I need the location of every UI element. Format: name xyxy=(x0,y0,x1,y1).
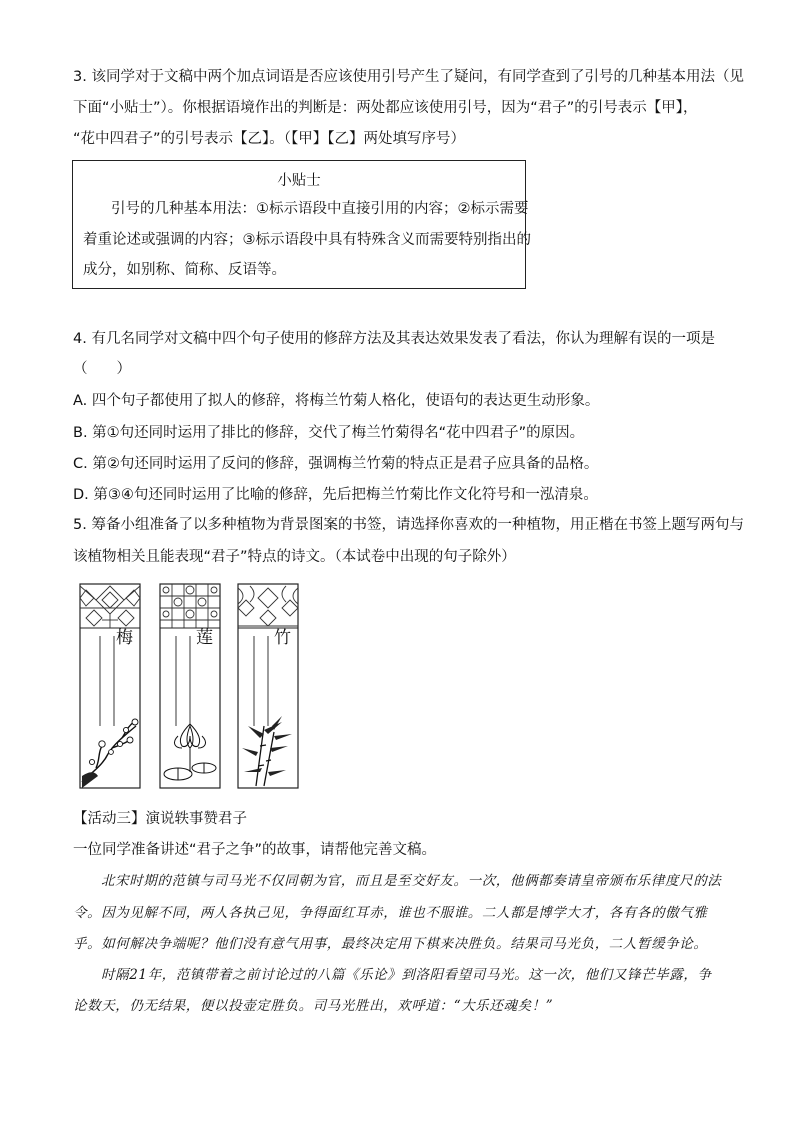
tips-box xyxy=(72,160,531,289)
bookmark-plum xyxy=(80,584,140,788)
bookmark-bamboo-char: 竹 xyxy=(274,628,291,648)
q4-option-b: B. 第①句还同时运用了排比的修辞，交代了梅兰竹菊得名“花中四君子”的原因。 xyxy=(73,425,585,441)
q3-line-1: 3. 该同学对于文稿中两个加点词语是否应该使用引号产生了疑问，有同学查到了引号的几种基本用法（见 xyxy=(73,69,744,85)
q3-line-3: “花中四君子”的引号表示【乙】。（【甲】【乙】两处填写序号） xyxy=(73,131,466,147)
bookmark-lotus-char: 莲 xyxy=(196,628,213,648)
activity3-intro: 一位同学准备讲述“君子之争”的故事，请帮他完善文稿。 xyxy=(73,842,437,858)
story-line-3: 乎。如何解决争端呢？他们没有意气用事，最终决定用下棋来决胜负。结果司马光负，二人暂缓争论。 xyxy=(73,936,708,952)
bookmarks-illustration xyxy=(78,576,300,796)
q4-option-d: D. 第③④句还同时运用了比喻的修辞，先后把梅兰竹菊比作文化符号和一泓清泉。 xyxy=(73,487,598,503)
tips-line-3: 成分，如别称、简称、反语等。 xyxy=(83,262,286,278)
tips-line-2: 着重论述或强调的内容；③标示语段中具有特殊含义而需要特别指出的 xyxy=(83,232,531,248)
q5-line-1: 5. 筹备小组准备了以多种植物为背景图案的书签，请选择你喜欢的一种植物，用正楷在书签上题写两句与 xyxy=(73,517,744,533)
story-line-5: 论数天，仍无结果，便以投壶定胜负。司马光胜出，欢呼道：“大乐还魂矣！” xyxy=(73,998,554,1014)
q4-line-1: 4. 有几名同学对文稿中四个句子使用的修辞方法及其表达效果发表了看法，你认为理解有误的一项是 xyxy=(73,331,715,347)
q3-line-2: 下面“小贴士”）。你根据语境作出的判断是：两处都应该使用引号，因为“君子”的引号表示【甲】， xyxy=(73,100,698,116)
story-line-4: 时隔21年，范镇带着之前讨论过的八篇《乐论》到洛阳看望司马光。这一次，他们又锋芒毕露，争 xyxy=(101,967,712,983)
q5-line-2: 该植物相关且能表现“君子”特点的诗文。（本试卷中出现的句子除外） xyxy=(73,549,516,565)
q4-option-c: C. 第②句还同时运用了反问的修辞，强调梅兰竹菊的特点正是君子应具备的品格。 xyxy=(73,456,599,472)
bookmark-bamboo xyxy=(238,584,298,788)
tips-title: 小贴士 xyxy=(277,173,321,189)
bookmark-plum-char: 梅 xyxy=(116,628,133,648)
story-line-2: 令。因为见解不同，两人各执己见，争得面红耳赤，谁也不服谁。二人都是博学大才，各有各的傲气雅 xyxy=(73,905,708,921)
activity3-heading: 【活动三】演说轶事赞君子 xyxy=(73,811,247,827)
story-line-1: 北宋时期的范镇与司马光不仅同朝为官，而且是至交好友。一次，他俩都奏请皇帝颁布乐律度尺的法 xyxy=(101,873,722,889)
q4-option-a: A. 四个句子都使用了拟人的修辞，将梅兰竹菊人格化，使语句的表达更生动形象。 xyxy=(73,393,600,409)
bookmark-lotus xyxy=(160,584,220,788)
bookmarks-svg xyxy=(78,576,300,792)
tips-line-1: 引号的几种基本用法：①标示语段中直接引用的内容；②标示需要 xyxy=(111,201,529,217)
q4-answer-paren: （ ） xyxy=(73,361,131,377)
